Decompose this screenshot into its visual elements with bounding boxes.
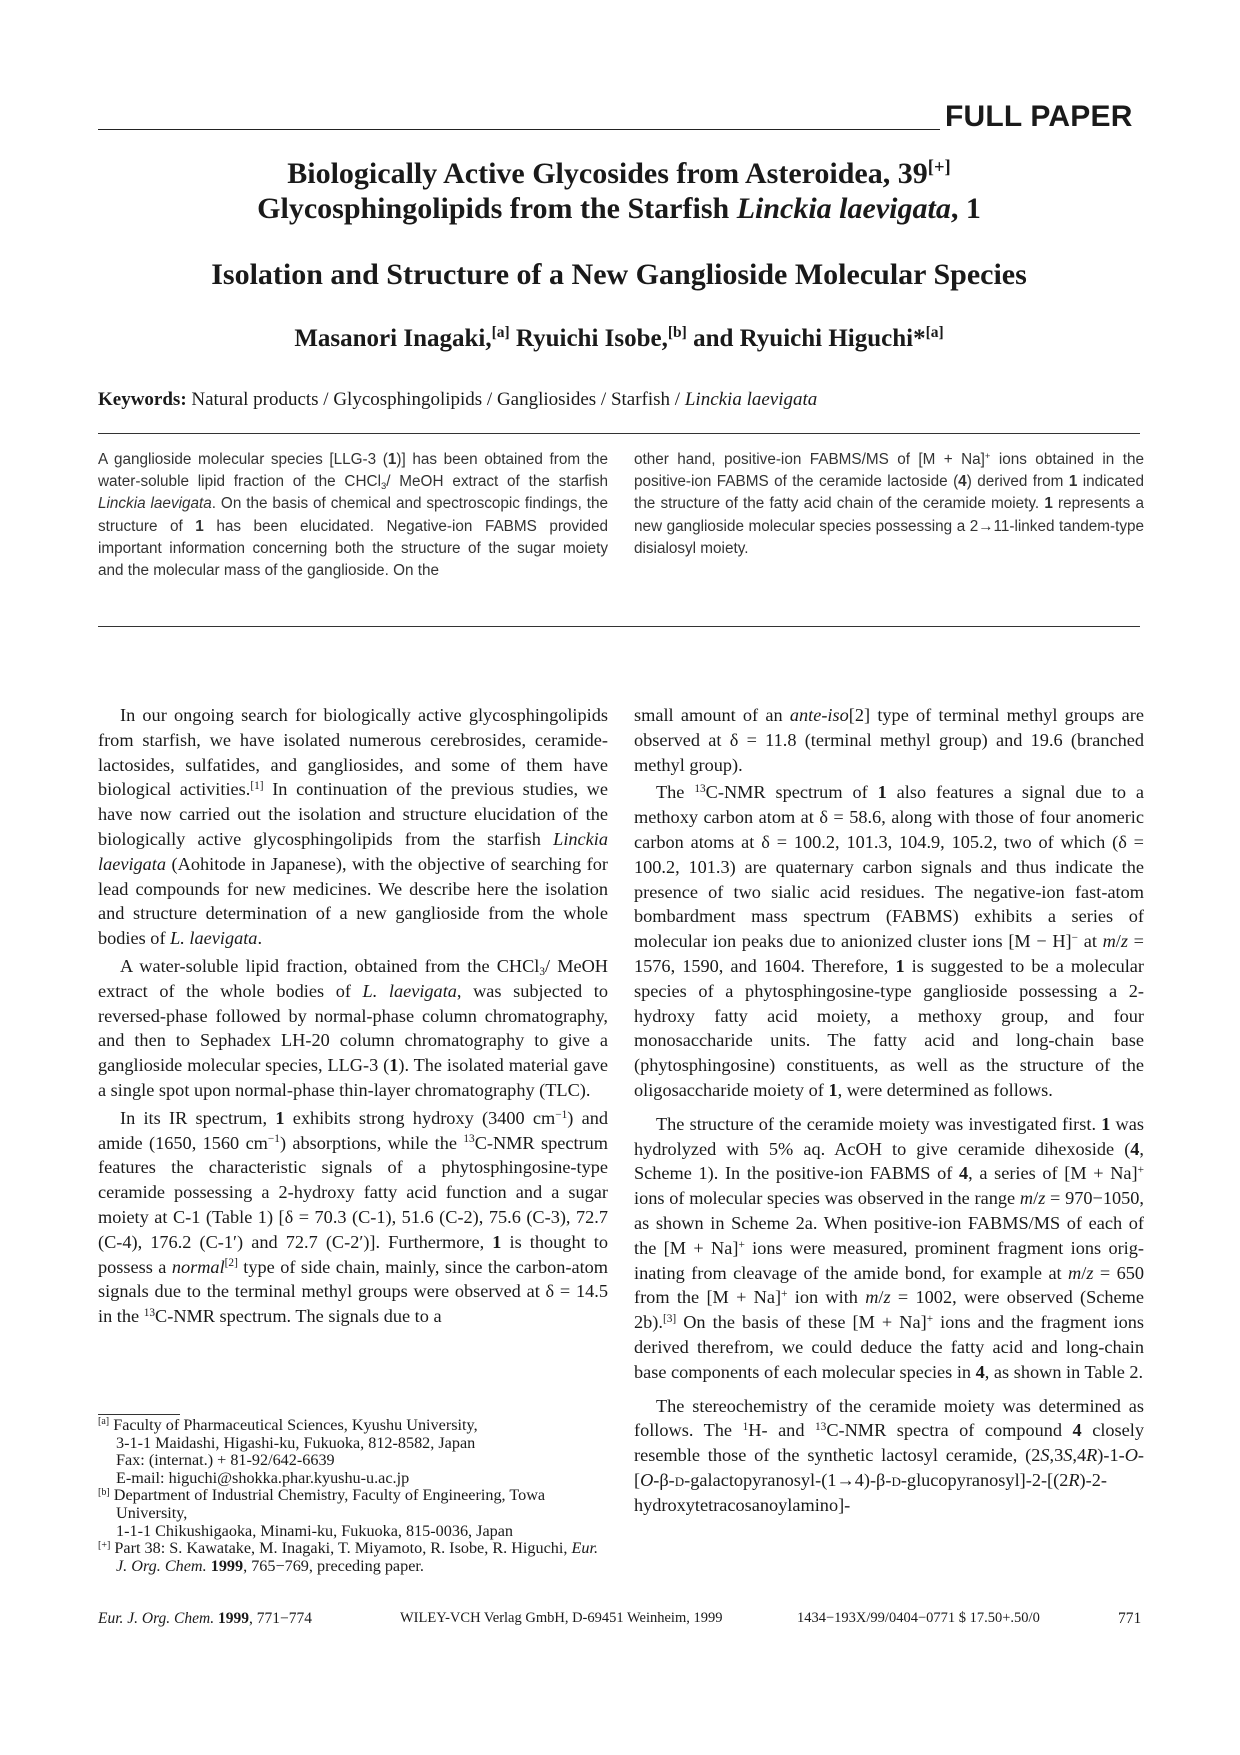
page-number: 771 bbox=[1118, 1610, 1142, 1627]
footnote-rule bbox=[98, 1414, 180, 1415]
footer-publisher: WILEY-VCH Verlag GmbH, D-69451 Weinheim, 1999 bbox=[400, 1610, 723, 1626]
subtitle: Isolation and Structure of a New Ganglioside Molecular Species bbox=[211, 258, 1027, 291]
abstract-rule-bottom bbox=[98, 626, 1140, 627]
abstract-column-left: A ganglioside molecular species [LLG-3 (1)] has been obtained from the water-soluble lipid fraction of the CHCl$_3$/ MeOH extract of the starfish Linckia laevigata. On the basis of chemical and spectroscopic findings, the structure of 1 has been elucidated. Negative-ion FABMS provided important information concerning both the structure of the sugar moiety and the molecular mass of the ganglioside. On the bbox=[98, 451, 608, 580]
paragraph: In its IR spectrum, 1 exhibits strong hydroxy (3400 $cm^{-1}$) and amide (1650, 1560 $cm^{-1}$) absorptions, while the $^{13}$C-NMR spectrum features the characteristic signals of a phytosphingosine-type ceramide possessing a 2-hydroxy fatty acid function and a sugar moiety at C-1 (Table 1) [δ = 70.3 (C-1), 51.6 (C-2), 75.6 (C-3), 72.7 (C-4), 176.2 (C-1′) and 72.7 (C-2′)]. Furthermore, 1 is thought to possess a normal[2] type of side chain, mainly, since the carbon-atom signals due to the terminal methyl groups were observed at δ = 14.5 in the $^{13}$C-NMR spectrum. The signals due to a bbox=[98, 1107, 609, 1327]
paragraph: The $^{13}$C-NMR spectrum of 1 also features a signal due to a methoxy carbon atom at δ = 58.6, along with those of four anomeric carbon atoms at δ = 100.2, 101.3, 104.9, 105.2, two of which (δ = 100.2, 101.3) are quaternary carbon signals and thus indicate the presence of two sialic acid residues. The negative-ion fast-atom bombardment mass spectrum (FABMS) exhibits a series of molecular ion peaks due to anionized cluster ions [M − H]− at m/z = 1576, 1590, and 1604. Therefore, 1 is suggested to be a molecular species of a phytosphingosine-type ganglioside possessing a 2-hydroxy fatty acid moiety, a methoxy group, and four monosaccharide units. The fatty acid and long-chain base (phytosphingosine) constituents, as well as the structure of the oligosaccharide moiety of 1, were determined as follows. bbox=[634, 782, 1144, 1100]
header-rule bbox=[98, 129, 940, 130]
body-column-left bbox=[98, 703, 608, 1329]
paragraph: A water-soluble lipid fraction, obtained from the CHCl$_3$/ MeOH extract of the whole bodies of L. laevigata, was subjected to reversed-phase followed by normal-phase column chromatography, and then to Sephadex LH-20 column chromatography to give a ganglioside molecular species, LLG-3 (1). The isolated material gave a single spot upon normal-phase thin-layer chromatography (TLC). bbox=[98, 955, 608, 1100]
title-line-2: Glycosphingolipids from the Starfish Linckia laevigata, 1 bbox=[257, 192, 981, 225]
paragraph: The stereochemistry of the ceramide moiety was determined as follows. The $^1$H- and $^{13}$C-NMR spectra of compound 4 closely resemble those of the synthetic lactosyl ceramide, (2S,3S,4R)-1-O-[O-β-d-galactopyranosyl-(1→4)-β-d-glucopyranosyl]-2-[(2R)-2-hydroxytetracosanoylamino]- bbox=[634, 1395, 1144, 1515]
footnote-affiliation-b: [b] Department of Industrial Chemistry, Faculty of Engineering, Towa University, 1-1-1 Chikushigaoka, Minami-ku, Fukuoka, 815-0036, Japan bbox=[98, 1486, 546, 1540]
footnote-part-reference: [+] Part 38: S. Kawatake, M. Inagaki, T. Miyamoto, R. Isobe, R. Higuchi, Eur. J. Org. Chem. 1999, 765−769, preceding paper. bbox=[98, 1539, 599, 1575]
footer-citation: Eur. J. Org. Chem. 1999, 771−774 bbox=[98, 1610, 312, 1627]
paragraph: small amount of an ante-iso[2] type of terminal methyl groups are observed at δ = 11.8 (terminal methyl group) and 19.6 (branched methyl group). bbox=[634, 705, 1144, 775]
paragraph: In our ongoing search for biologically active glycosphingolipids from starfish, we have isolated numerous cerebrosides, ceramide-lactosides, sulfatides, and gangliosides, and some of them have biological activities.[1] In continuation of the previous studies, we have now carried out the isolation and structure elucidation of the biologically active glycosphingolipids from the starfish Linckia laevigata (Aohitode in Japanese), with the objective of searching for lead compounds for new medicines. We describe here the isolation and structure determination of a new ganglioside from the whole bodies of L. laevigata. bbox=[98, 705, 608, 949]
footer-issn-code: 1434−193X/99/0404−0771 $ 17.50+.50/0 bbox=[797, 1610, 1040, 1626]
body-column-right bbox=[634, 703, 1144, 1518]
title-line-1: Biologically Active Glycosides from Asteroidea, 39[+] bbox=[287, 156, 951, 190]
paragraph: The structure of the ceramide moiety was investigated first. 1 was hydrolyzed with 5% aq. AcOH to give ceramide dihexoside (4, Scheme 1). In the positive-ion FABMS of 4, a series of [M + Na]+ ions of molecular species was observed in the range m/z = 970−1050, as shown in Scheme 2a. When positive-ion FABMS/MS of each of the [M + Na]+ ions were measured, prominent fragment ions originating from cleavage of the amide bond, for example at m/z = 650 from the [M + Na]+ ion with m/z = 1002, were observed (Scheme 2b).[3] On the basis of these [M + Na]+ ions and the fragment ions derived therefrom, we could deduce the fatty acid and long-chain base components of each molecular species in 4, as shown in Table 2. bbox=[634, 1113, 1145, 1382]
abstract-column-right: other hand, positive-ion FABMS/MS of [M + Na]+ ions obtained in the positive-ion FABMS of the ceramide lactoside (4) derived from 1 indicated the structure of the fatty acid chain of the ceramide moiety. 1 represents a new ganglioside molecular species possessing a 2→11-linked tandem-type disialosyl moiety. bbox=[634, 450, 1145, 557]
article-type-banner: FULL PAPER bbox=[945, 100, 1133, 133]
footnotes bbox=[98, 1417, 608, 1575]
abstract-rule-top bbox=[98, 433, 1140, 434]
footnote-affiliation-a: [a] Faculty of Pharmaceutical Sciences, Kyushu University, 3-1-1 Maidashi, Higashi-ku, Fukuoka, 812-8582, Japan Fax: (internat.) + 81-92/642-6639 E-mail: higuchi@shokka.phar.kyushu-u.ac.jp bbox=[98, 1416, 478, 1487]
keywords: Keywords: Natural products / Glycosphingolipids / Gangliosides / Starfish / Linckia laevigata bbox=[98, 389, 818, 410]
author-list: Masanori Inagaki,[a] Ryuichi Isobe,[b] and Ryuichi Higuchi*[a] bbox=[294, 324, 944, 352]
